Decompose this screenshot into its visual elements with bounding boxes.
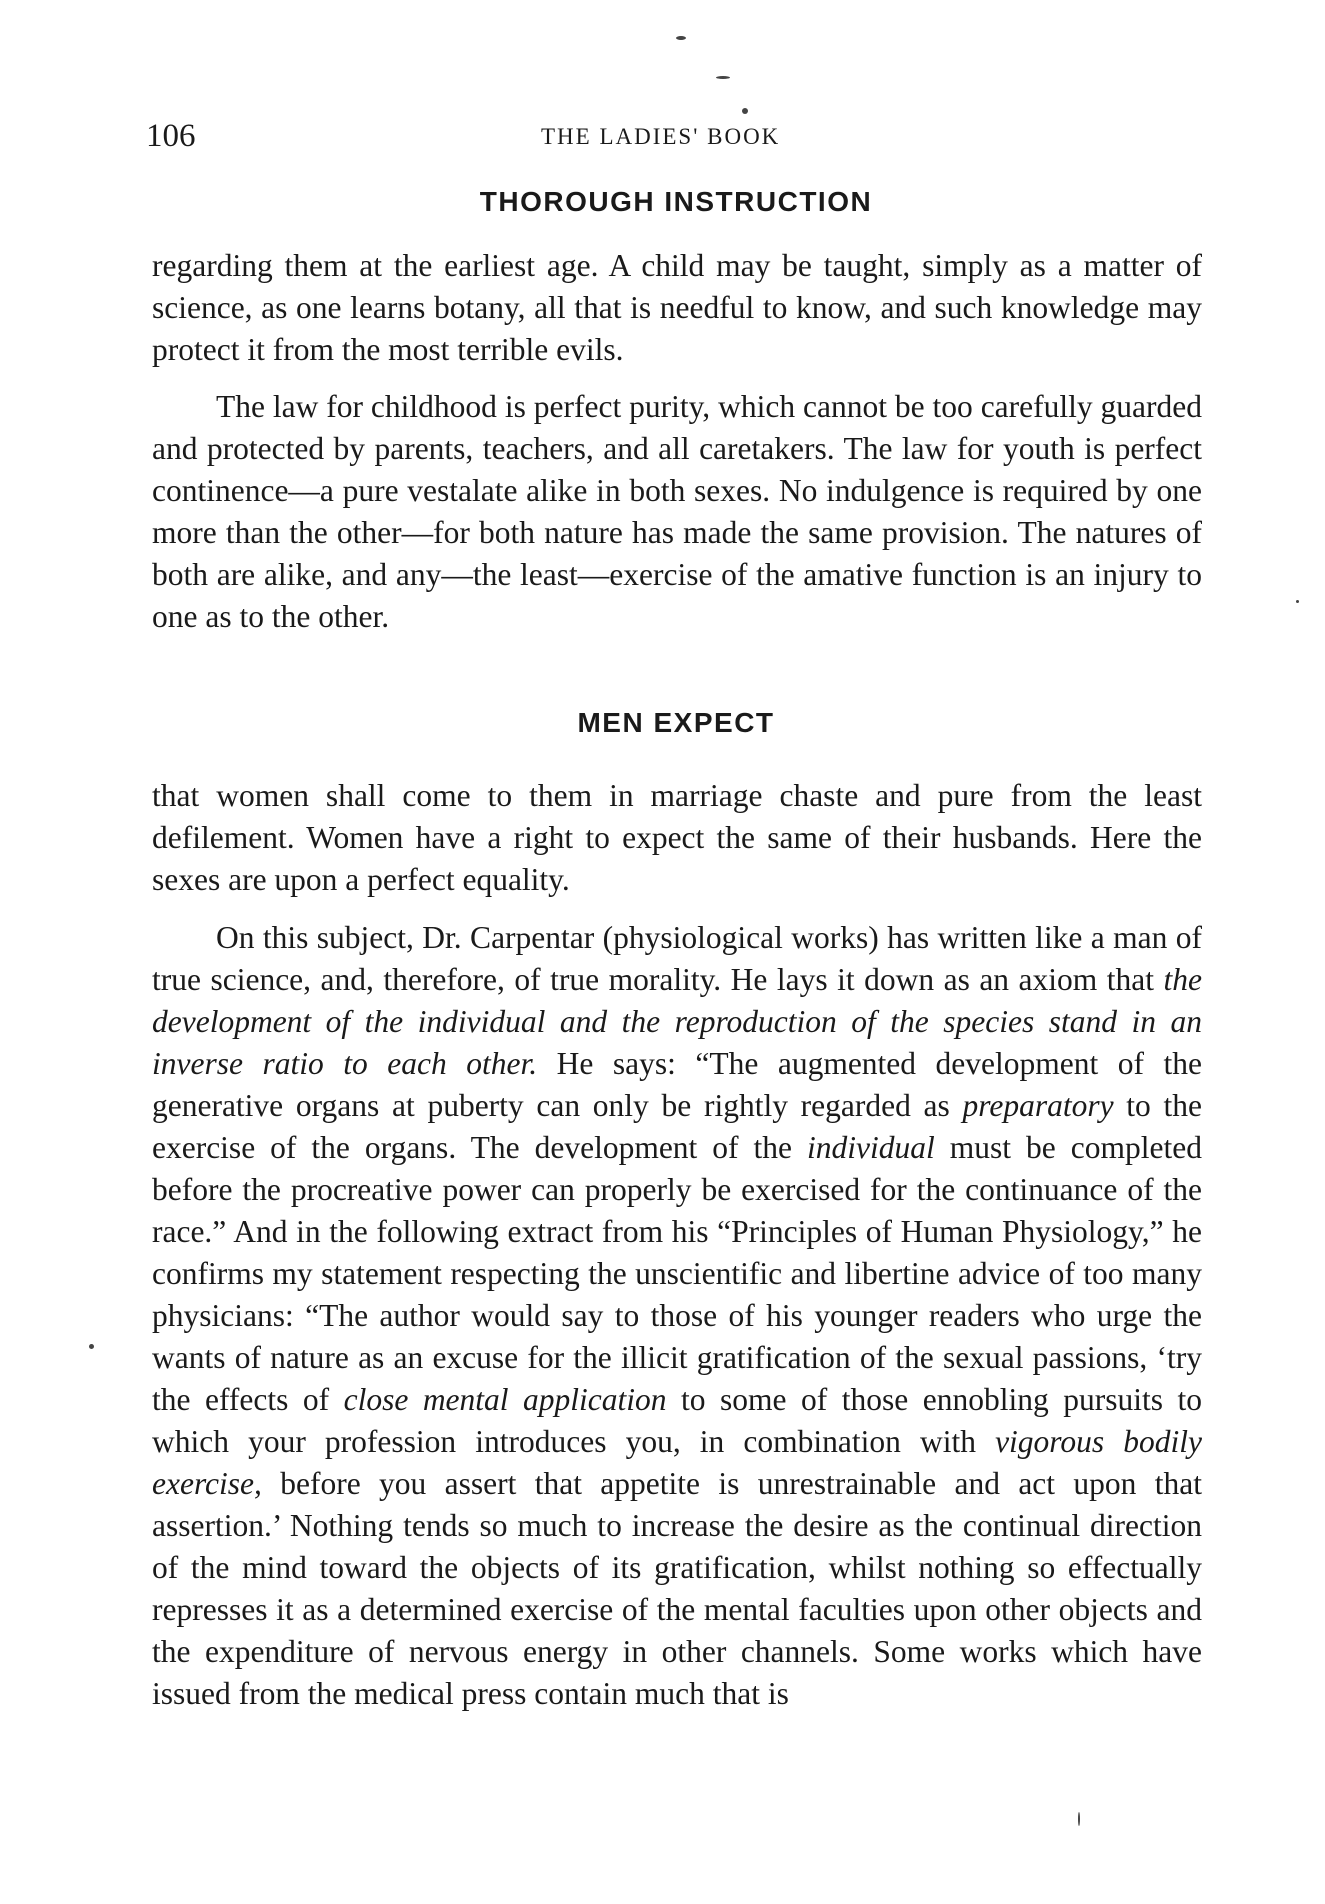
scan-speck xyxy=(742,108,748,114)
text-run: before you assert that appetite is unrestrainable and act upon that assertion.’ Nothing tends so much to increase the desire as the continual direction of the mind toward the objects of its gratification, whilst nothing so effectually represses it as a determined exercise of the mental faculties upon other objects and the expenditure of nervous energy in other channels. Some works which have issued from the medical press contain much that is xyxy=(152,1466,1202,1711)
paragraph-3 xyxy=(152,775,1202,901)
italic-text-run: vigorous bodily exercise, xyxy=(152,1424,1202,1501)
text-run: to some of those ennobling pursuits to which your profession introduces you, in combination with xyxy=(152,1382,1202,1459)
text-run: must be completed before the procreative power can properly be exercised for the continuance of the race.” And in the following extract from his “Principles of Human Physiology,” he confirms my statement respecting the unscientific and libertine advice of too many physicians: “The author would say to those of his younger readers who urge the wants of nature as an excuse for the illicit gratification of the sexual passions, ‘try the effects of xyxy=(152,1130,1202,1417)
scan-speck xyxy=(1296,600,1299,603)
section-heading-men-expect: MEN EXPECT xyxy=(577,707,775,738)
paragraph-1 xyxy=(152,245,1202,371)
scan-speck xyxy=(676,36,686,40)
book-title: THE LADIES' BOOK xyxy=(541,124,781,149)
text-run: On this subject, Dr. Carpentar (physiological works) has written like a man of true science, and, therefore, of true morality. He lays it down as an axiom that xyxy=(152,920,1202,997)
text-run: to the exercise of the organs. The development of the xyxy=(152,1088,1202,1165)
scan-speck xyxy=(89,1344,94,1349)
text-run: that women shall come to them in marriage chaste and pure from the least defilement. Women have a right to expect the same of their husbands. Here the sexes are upon a perfect equality. xyxy=(152,778,1202,897)
paragraph-4 xyxy=(152,917,1202,1715)
text-run: regarding them at the earliest age. A child may be taught, simply as a matter of science, as one learns botany, all that is needful to know, and such knowledge may protect it from the most terrible evils. xyxy=(152,248,1202,367)
paragraph-2 xyxy=(152,386,1202,638)
page-number: 106 xyxy=(146,118,196,154)
italic-text-run: the development of the individual and the reproduction of the species stand in an inverse ratio to each other. xyxy=(152,962,1202,1081)
scan-speck xyxy=(1078,1812,1080,1826)
text-run: The law for childhood is perfect purity, which cannot be too carefully guarded and protected by parents, teachers, and all caretakers. The law for youth is perfect continence—a pure vestalate alike in both sexes. No indulgence is required by one more than the other—for both nature has made the same provision. The natures of both are alike, and any—the least—exercise of the amative function is an injury to one as to the other. xyxy=(152,389,1202,634)
scan-speck xyxy=(716,76,730,79)
text-run: He says: “The augmented development of the generative organs at puberty can only be rightly regarded as xyxy=(152,1046,1202,1123)
section-heading-thorough-instruction: THOROUGH INSTRUCTION xyxy=(479,186,873,217)
italic-text-run: individual xyxy=(807,1130,935,1165)
running-head xyxy=(146,118,1206,158)
italic-text-run: preparatory xyxy=(962,1088,1114,1123)
italic-text-run: close mental application xyxy=(343,1382,667,1417)
